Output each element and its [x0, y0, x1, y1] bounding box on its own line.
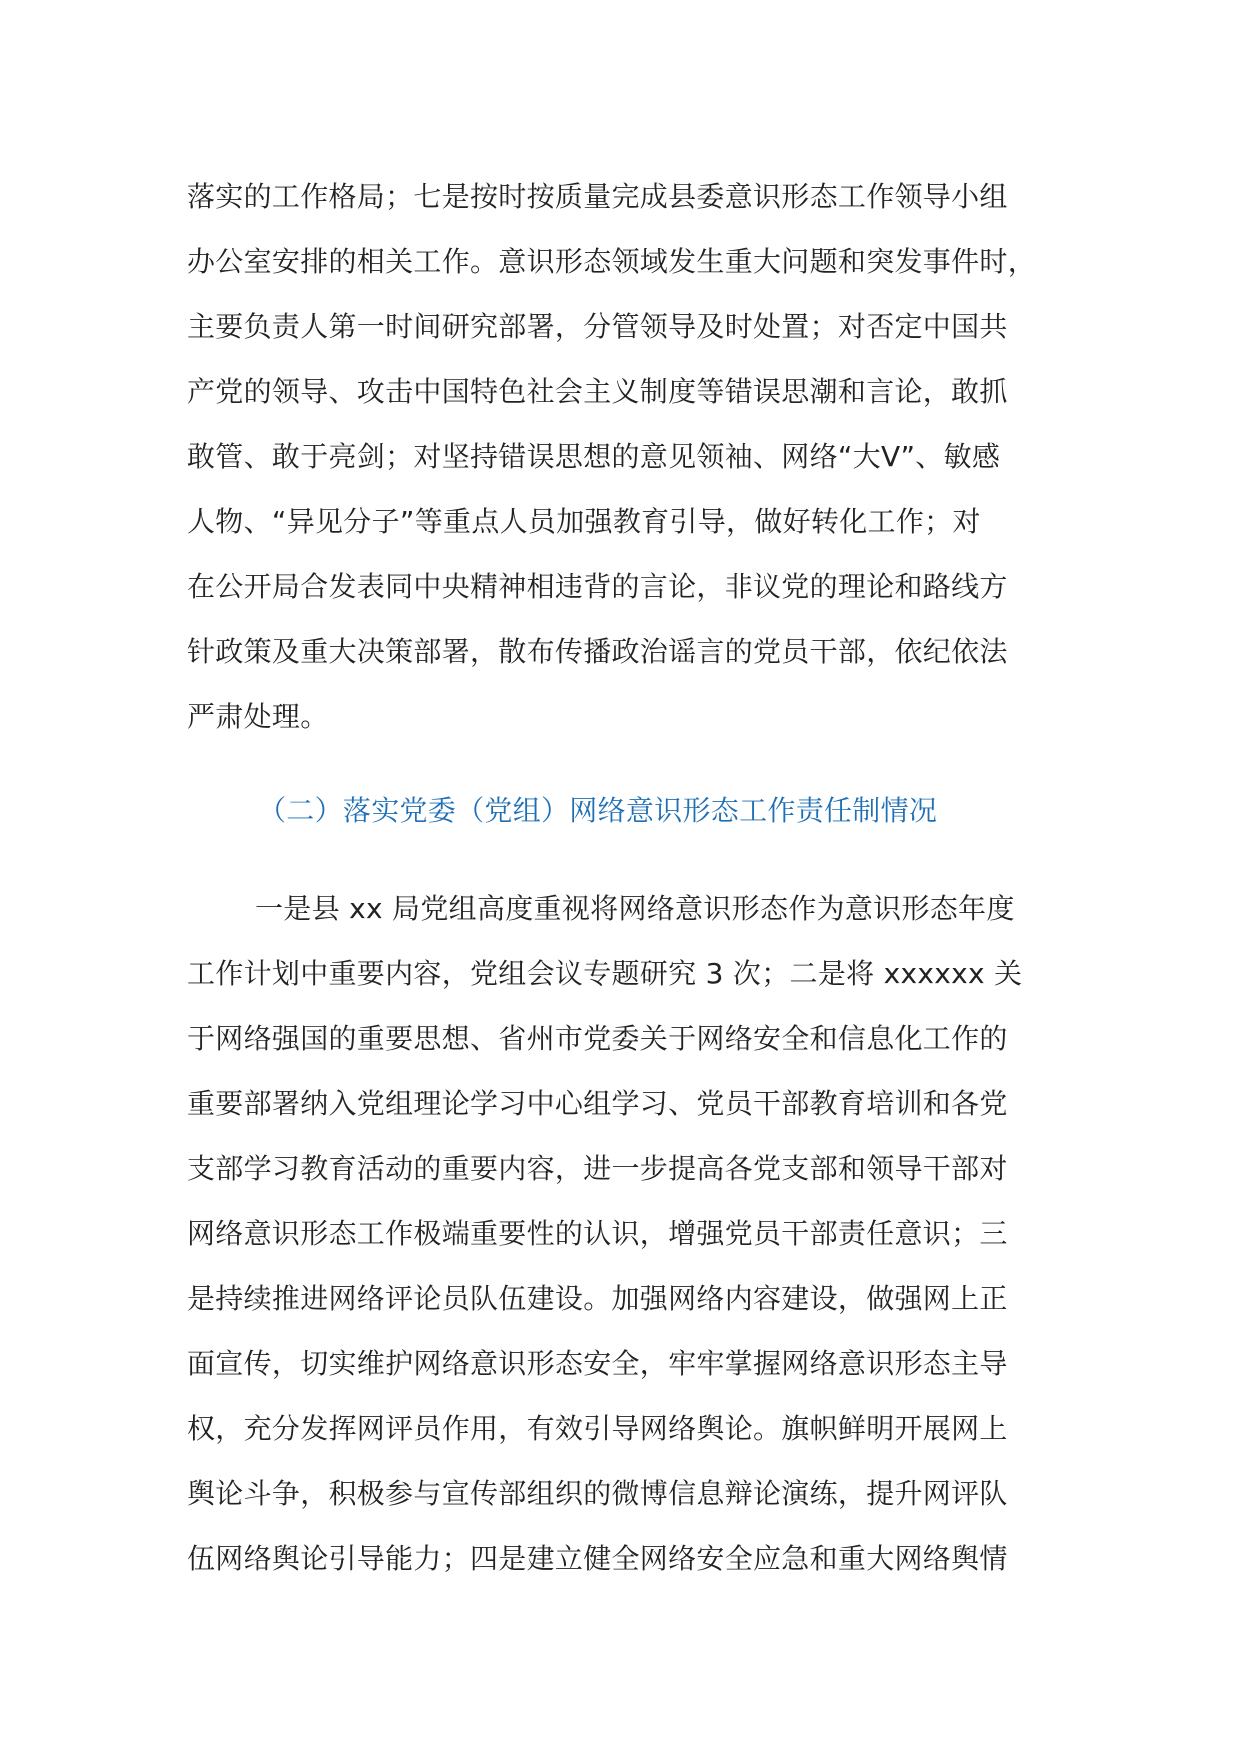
- body-paragraph-1: [187, 164, 1036, 749]
- section-heading: （二）落实党委（党组）网络意识形态工作责任制情况: [258, 794, 938, 827]
- paragraph-line: 一是县 xx 局党组高度重视将网络意识形态作为意识形态年度: [255, 892, 1015, 925]
- paragraph-line: 面宣传，切实维护网络意识形态安全，牢牢掌握网络意识形态主导: [187, 1347, 1008, 1380]
- paragraph-line: 权，充分发挥网评员作用，有效引导网络舆论。旗帜鲜明开展网上: [187, 1412, 1008, 1445]
- body-paragraph-2: [187, 876, 1022, 1591]
- paragraph-line: 落实的工作格局；七是按时按质量完成县委意识形态工作领导小组: [187, 180, 1008, 213]
- paragraph-line: 在公开局合发表同中央精神相违背的言论，非议党的理论和路线方: [187, 570, 1008, 603]
- paragraph-line: 是持续推进网络评论员队伍建设。加强网络内容建设，做强网上正: [187, 1282, 1008, 1315]
- paragraph-line: 针政策及重大决策部署，散布传播政治谣言的党员干部，依纪依法: [187, 635, 1008, 668]
- paragraph-line: 伍网络舆论引导能力；四是建立健全网络安全应急和重大网络舆情: [187, 1542, 1008, 1575]
- paragraph-line: 舆论斗争，积极参与宣传部组织的微博信息辩论演练，提升网评队: [187, 1477, 1008, 1510]
- paragraph-line: 产党的领导、攻击中国特色社会主义制度等错误思潮和言论，敢抓: [187, 375, 1008, 408]
- paragraph-line: 人物、“异见分子”等重点人员加强教育引导，做好转化工作；对: [187, 505, 981, 538]
- paragraph-line: 工作计划中重要内容，党组会议专题研究 3 次；二是将 xxxxxx 关: [187, 957, 1023, 990]
- paragraph-line: 重要部署纳入党组理论学习中心组学习、党员干部教育培训和各党: [187, 1087, 1008, 1120]
- paragraph-line: 网络意识形态工作极端重要性的认识，增强党员干部责任意识；三: [187, 1217, 1008, 1250]
- paragraph-line: 严肃处理。: [187, 700, 329, 733]
- paragraph-line: 于网络强国的重要思想、省州市党委关于网络安全和信息化工作的: [187, 1022, 1008, 1055]
- paragraph-line: 支部学习教育活动的重要内容，进一步提高各党支部和领导干部对: [187, 1152, 1008, 1185]
- paragraph-line: 敢管、敢于亮剑；对坚持错误思想的意见领袖、网络“大V”、敏感: [187, 440, 1001, 473]
- paragraph-line: 主要负责人第一时间研究部署，分管领导及时处置；对否定中国共: [187, 310, 1008, 343]
- paragraph-line: 办公室安排的相关工作。意识形态领域发生重大问题和突发事件时，: [187, 245, 1037, 278]
